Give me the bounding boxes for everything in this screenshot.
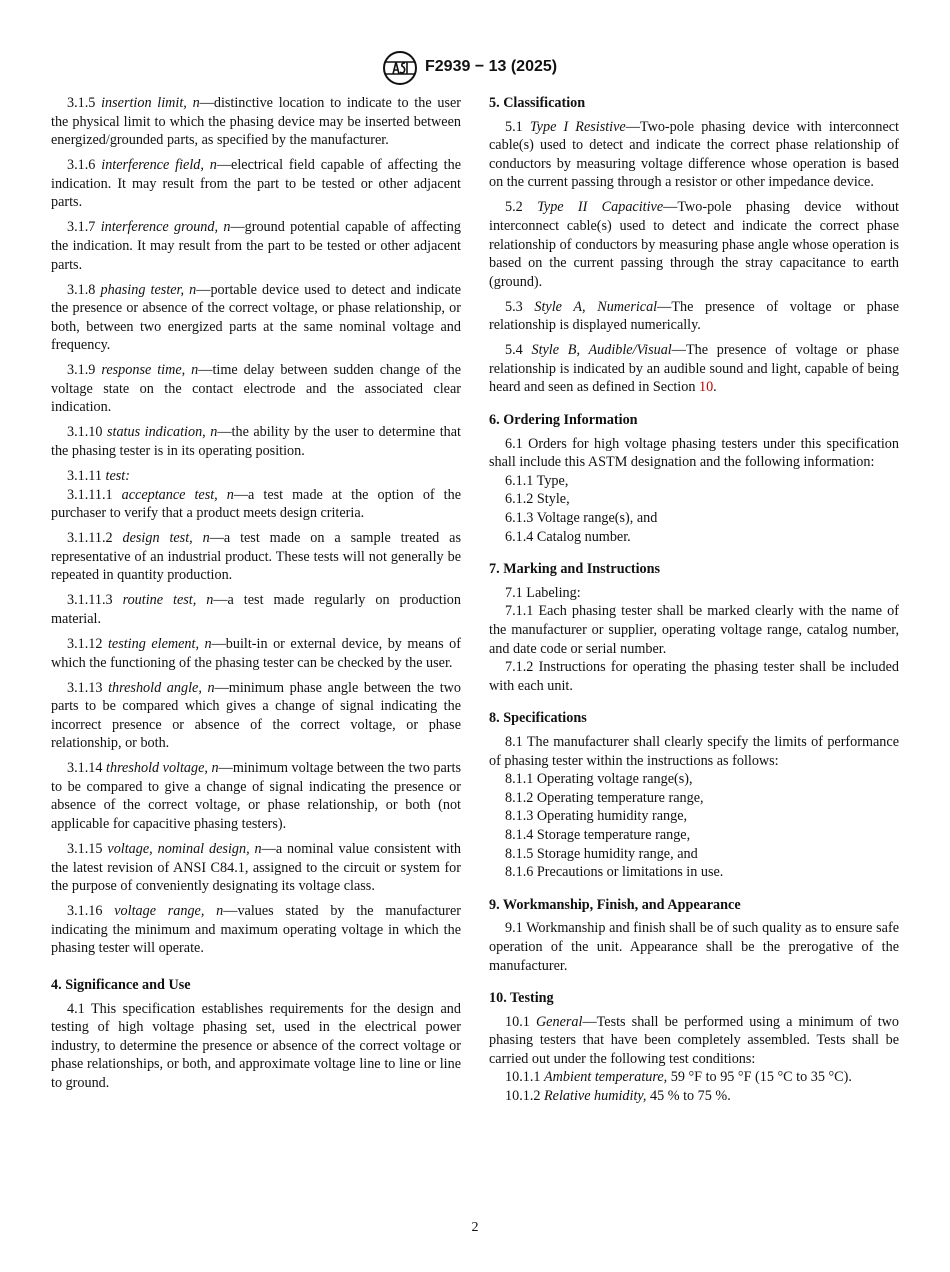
section-7-heading: 7. Marking and Instructions	[489, 561, 661, 578]
section-10-1-2: 10.1.2 Relative humidity, 45 % to 75 %.	[505, 1088, 731, 1105]
section-3-1-11-2: 3.1.11.2 design test, n—a test made on a sample treated as representative of an industrial product. These tests will not generally be repeated in quantity production.	[51, 530, 461, 584]
page-number: 2	[471, 1220, 479, 1235]
section-9-1: 9.1 Workmanship and finish shall be of such quality as to ensure safe operation of the unit. Appearance shall be the prerogative of the manufacturer.	[489, 920, 899, 974]
section-8-1-1: 8.1.1 Operating voltage range(s),	[505, 771, 693, 788]
section-6-1: 6.1 Orders for high voltage phasing testers under this specification shall include this ASTM designation and the following information:	[489, 435, 899, 471]
section-3-1-14: 3.1.14 threshold voltage, n—minimum voltage between the two parts to be compared to give a change of signal indicating the presence or absence of the correct voltage, or phase relationship, or both (not applicable for capacitive phasing testers).	[51, 760, 461, 833]
section-5-3: 5.3 Style A, Numerical—The presence of voltage or phase relationship is displayed numerically.	[489, 298, 899, 334]
section-7-1-1: 7.1.1 Each phasing tester shall be marked clearly with the name of the manufacturer or supplier, operating voltage range, catalog number, and date code or serial number.	[489, 603, 899, 657]
section-5-4: 5.4 Style B, Audible/Visual—The presence of voltage or phase relationship is indicated by an audible sound and light, capable of being heard and seen as defined in Section 10.	[489, 342, 899, 396]
section-8-1-4: 8.1.4 Storage temperature range,	[505, 826, 691, 843]
section-9-heading: 9. Workmanship, Finish, and Appearance	[489, 896, 741, 913]
section-6-heading: 6. Ordering Information	[489, 412, 638, 429]
section-8-1-3: 8.1.3 Operating humidity range,	[505, 808, 688, 825]
document-designation: F2939 − 13 (2025)	[425, 58, 558, 75]
section-3-1-7: 3.1.7 interference ground, n—ground potential capable of affecting the indication. It may result from the part to be tested or other adjacent parts.	[51, 219, 461, 273]
section-3-1-5: 3.1.5 insertion limit, n—distinctive location to indicate to the user the physical limit to which the phasing device may be inserted between energized/grounded parts, as specified by the manufacturer.	[51, 95, 461, 149]
section-6-1-1: 6.1.1 Type,	[505, 472, 569, 489]
section-3-1-11: 3.1.11 test:	[67, 468, 130, 485]
section-3-1-16: 3.1.16 voltage range, n—values stated by the manufacturer indicating the minimum and maximum operating voltage in which the phasing tester will operate.	[51, 903, 461, 957]
section-5-heading: 5. Classification	[489, 95, 586, 111]
section-3-1-13: 3.1.13 threshold angle, n—minimum phase angle between the two parts to be compared which gives a change of signal indicating the incorrect presence or absence of the correct voltage, or phase relationship, or both.	[51, 679, 462, 752]
section-10-heading: 10. Testing	[489, 990, 554, 1007]
section-3-1-11-1: 3.1.11.1 acceptance test, n—a test made at the option of the purchaser to verify that a product meets design criteria.	[51, 486, 462, 522]
section-5-2: 5.2 Type II Capacitive—Two-pole phasing device without interconnect cable(s) used to detect and indicate the correct phase relationship of conductors by measuring phase angle whose operation is based on the current passing through the stray capacitance to earth (ground).	[489, 199, 899, 290]
section-7-1: 7.1 Labeling:	[505, 584, 581, 601]
section-6-1-4: 6.1.4 Catalog number.	[505, 528, 631, 545]
astm-logo-icon	[381, 50, 419, 86]
left-column	[51, 94, 461, 1093]
section-10-link[interactable]: 10	[698, 379, 714, 396]
section-6-1-2: 6.1.2 Style,	[505, 491, 570, 508]
section-3-1-8: 3.1.8 phasing tester, n—portable device used to detect and indicate the presence or absence of the correct voltage, or phase relationship, or both, between two energized parts at the same nominal voltage and frequency.	[51, 281, 461, 354]
section-4-heading: 4. Significance and Use	[51, 977, 191, 994]
section-3-1-15: 3.1.15 voltage, nominal design, n—a nominal value consistent with the latest revision of ANSI C84.1, assigned to the circuit or system for the purpose of conveniently designating its voltage class.	[51, 841, 462, 895]
section-3-1-11-3: 3.1.11.3 routine test, n—a test made regularly on production material.	[51, 592, 461, 627]
section-10-1-1: 10.1.1 Ambient temperature, 59 °F to 95 °F (15 °C to 35 °C).	[505, 1069, 852, 1086]
right-column	[489, 94, 899, 1106]
section-7-1-2: 7.1.2 Instructions for operating the phasing tester shall be included with each unit.	[489, 659, 899, 694]
section-5-1: 5.1 Type I Resistive—Two-pole phasing device with interconnect cable(s) used to detect and indicate the correct phase relationship of conductors by measuring voltage difference whose operation is based on the current passing through a resistor or other impedance device.	[489, 118, 899, 191]
section-8-1-5: 8.1.5 Storage humidity range, and	[505, 845, 698, 862]
section-10-1: 10.1 General—Tests shall be performed using a minimum of two phasing testers that have been completely assembled. Tests shall be carried out under the following test conditions:	[489, 1013, 900, 1067]
section-3-1-10: 3.1.10 status indication, n—the ability by the user to determine that the phasing tester is in its operating position.	[51, 424, 461, 460]
section-6-1-3: 6.1.3 Voltage range(s), and	[505, 510, 658, 527]
section-8-1: 8.1 The manufacturer shall clearly specify the limits of performance of phasing tester within the instructions as follows:	[489, 733, 899, 769]
section-3-1-6: 3.1.6 interference field, n—electrical field capable of affecting the indication. It may result from the part to be tested or other adjacent parts.	[51, 157, 461, 211]
page-header	[0, 50, 950, 86]
section-8-heading: 8. Specifications	[489, 710, 587, 727]
section-4-1: 4.1 This specification establishes requirements for the design and testing of high voltage phasing set, used in the electrical power industry, to determine the presence or absence of the correct voltage or phase relationships, or both, and approximate voltage line to line or line to ground.	[51, 1000, 461, 1091]
section-8-1-6: 8.1.6 Precautions or limitations in use.	[505, 864, 724, 881]
section-3-1-12: 3.1.12 testing element, n—built-in or external device, by means of which the functioning of the phasing tester can be checked by the user.	[51, 635, 461, 671]
section-3-1-9: 3.1.9 response time, n—time delay between sudden change of the voltage state on the contact electrode and the associated clear indication.	[51, 362, 461, 416]
section-8-1-2: 8.1.2 Operating temperature range,	[505, 789, 704, 806]
